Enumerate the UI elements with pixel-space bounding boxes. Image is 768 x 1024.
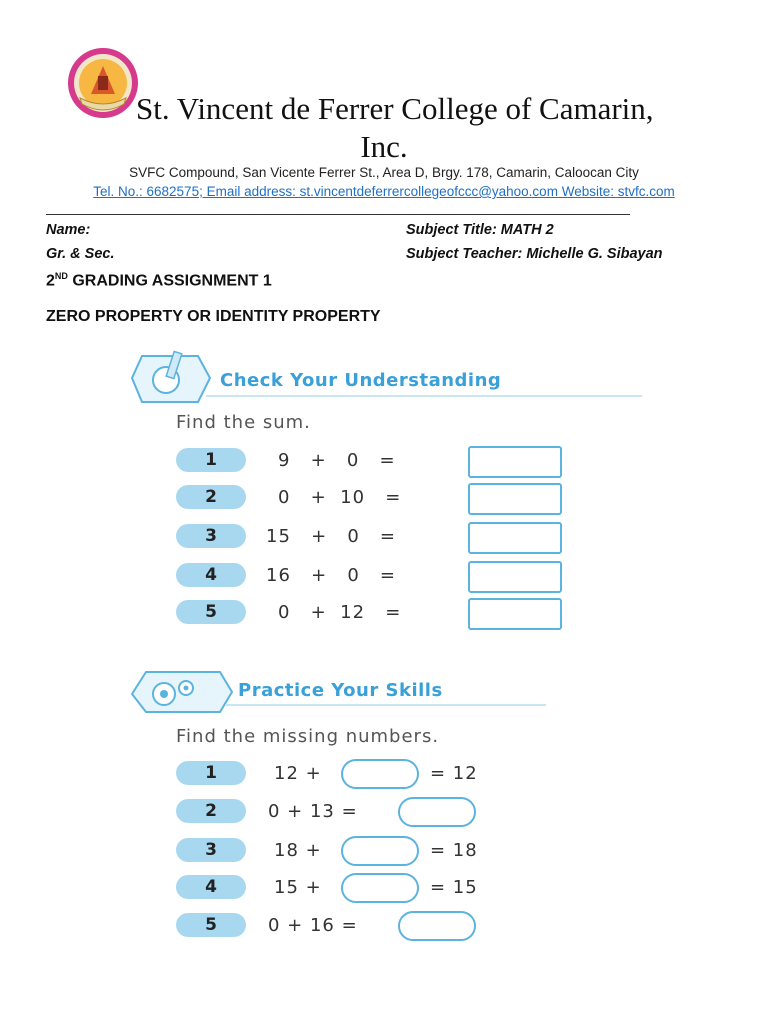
section2-item-5-left: 0 + 16 = — [268, 915, 358, 936]
section1-item-4-number: 4 — [176, 563, 246, 587]
section2-item-5-answer[interactable] — [398, 911, 476, 941]
section2-item-3-left: 18 + — [274, 840, 322, 861]
section2-item-3-right: = 18 — [430, 840, 478, 861]
section1-item-5-expression: 0 + 12 = — [278, 602, 402, 623]
section2-item-2-answer[interactable] — [398, 797, 476, 827]
section1-item-2-expression: 0 + 10 = — [278, 487, 402, 508]
contact-link[interactable]: Tel. No.: 6682575; Email address: st.vincentdeferrercollegeofccc@yahoo.com Website: stvfc.com — [93, 184, 675, 199]
name-label: Name: — [46, 222, 91, 238]
school-seal-icon — [66, 46, 140, 120]
section2-banner-underline — [226, 704, 546, 706]
section2-item-2-left: 0 + 13 = — [268, 801, 358, 822]
section2-banner: Practice Your Skills — [238, 680, 443, 701]
section1-item-3-answer[interactable] — [468, 522, 562, 554]
section2-item-4-number: 4 — [176, 875, 246, 899]
topic-title: ZERO PROPERTY OR IDENTITY PROPERTY — [46, 308, 381, 325]
section1-item-5-number: 5 — [176, 600, 246, 624]
section1-item-3-number: 3 — [176, 524, 246, 548]
section2-item-1-left: 12 + — [274, 763, 322, 784]
subject-title: Subject Title: MATH 2 — [406, 222, 554, 238]
section1-banner-underline — [206, 395, 642, 397]
section2-item-1-number: 1 — [176, 761, 246, 785]
section2-item-4-right: = 15 — [430, 877, 478, 898]
section1-banner: Check Your Understanding — [220, 370, 502, 391]
section2-instruction: Find the missing numbers. — [176, 726, 440, 747]
header-divider — [46, 214, 630, 215]
assignment-title-suffix: ND — [54, 271, 68, 281]
section2-item-4-answer[interactable] — [341, 873, 419, 903]
pencil-character-icon — [122, 348, 218, 410]
school-name-line2: Inc. — [360, 129, 408, 164]
school-address: SVFC Compound, San Vicente Ferrer St., Area D, Brgy. 178, Camarin, Caloocan City — [129, 165, 639, 180]
assignment-title-number: 2 — [46, 272, 55, 290]
assignment-title — [46, 271, 272, 290]
section2-item-3-number: 3 — [176, 838, 246, 862]
section2-item-2-number: 2 — [176, 799, 246, 823]
section1-instruction: Find the sum. — [176, 412, 311, 433]
section2-item-5-number: 5 — [176, 913, 246, 937]
section2-item-4-left: 15 + — [274, 877, 322, 898]
section2-item-1-right: = 12 — [430, 763, 478, 784]
section1-item-2-answer[interactable] — [468, 483, 562, 515]
school-name-line1: St. Vincent de Ferrer College of Camarin, — [136, 91, 654, 126]
section1-item-3-expression: 15 + 0 = — [266, 526, 397, 547]
section1-item-5-answer[interactable] — [468, 598, 562, 630]
section1-item-2-number: 2 — [176, 485, 246, 509]
grade-section-label: Gr. & Sec. — [46, 246, 115, 262]
assignment-title-rest: GRADING ASSIGNMENT 1 — [67, 272, 272, 290]
section2-item-1-answer[interactable] — [341, 759, 419, 789]
subject-teacher: Subject Teacher: Michelle G. Sibayan — [406, 246, 663, 262]
section1-item-1-expression: 9 + 0 = — [278, 450, 396, 471]
section2-item-3-answer[interactable] — [341, 836, 419, 866]
gears-character-icon — [124, 664, 236, 718]
section1-item-1-answer[interactable] — [468, 446, 562, 478]
section1-item-4-answer[interactable] — [468, 561, 562, 593]
section1-item-4-expression: 16 + 0 = — [266, 565, 397, 586]
section1-item-1-number: 1 — [176, 448, 246, 472]
